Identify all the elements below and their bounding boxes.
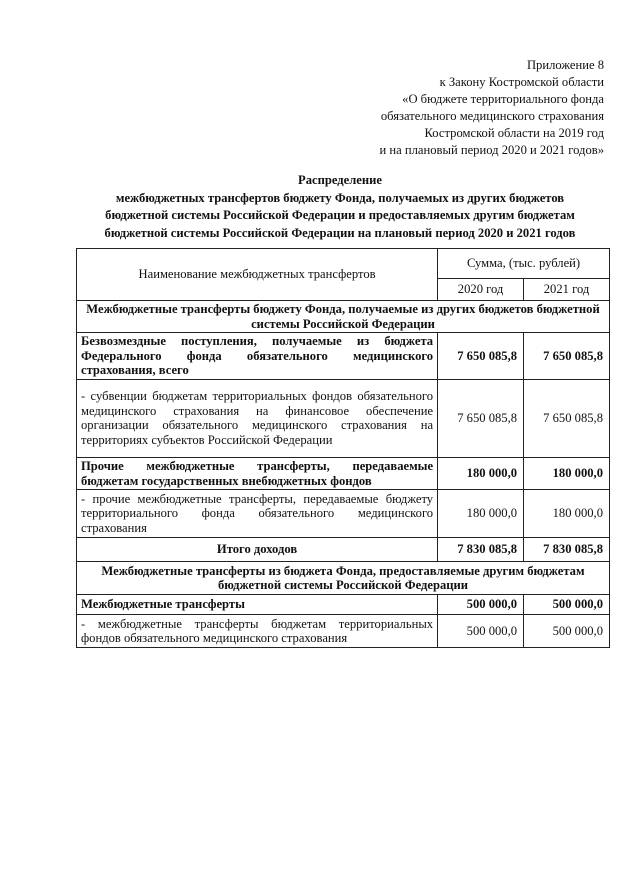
section-outgoing-title: Межбюджетные трансферты из бюджета Фонда, предоставляемые другим бюджетам бюджетной системы Российской Федерации xyxy=(77,562,610,595)
row-value-2021: 180 000,0 xyxy=(524,490,610,538)
appendix-line: и на плановый период 2020 и 2021 годов» xyxy=(379,143,604,157)
row-value-2021: 7 650 085,8 xyxy=(524,333,610,380)
row-value-2020: 180 000,0 xyxy=(438,490,524,538)
row-name: - межбюджетные трансферты бюджетам территориальных фондов обязательного медицинского страхования xyxy=(77,615,438,648)
appendix-line: «О бюджете территориального фонда xyxy=(402,92,604,106)
row-value-2020: 7 650 085,8 xyxy=(438,333,524,380)
total-value-2020: 7 830 085,8 xyxy=(438,538,524,562)
document-title xyxy=(60,172,620,242)
table-row xyxy=(77,379,610,457)
table-row xyxy=(77,595,610,615)
title-line: бюджетной системы Российской Федерации на плановый период 2020 и 2021 годов xyxy=(104,225,576,240)
appendix-line: к Закону Костромской области xyxy=(439,75,604,89)
table-row xyxy=(77,490,610,538)
appendix-line: обязательного медицинского страхования xyxy=(380,109,604,123)
section-incoming-title: Межбюджетные трансферты бюджету Фонда, получаемые из других бюджетов бюджетной системы Российской Федерации xyxy=(77,301,610,333)
row-value-2021: 7 650 085,8 xyxy=(524,379,610,457)
appendix-line: Костромской области на 2019 год xyxy=(424,126,604,140)
row-name: Межбюджетные трансферты xyxy=(77,595,438,615)
row-value-2020: 7 650 085,8 xyxy=(438,379,524,457)
row-name: - прочие межбюджетные трансферты, передаваемые бюджету территориального фонда обязательного медицинского страхования xyxy=(77,490,438,538)
header-sum-cell: Сумма, (тыс. рублей) xyxy=(438,249,610,279)
title-line: бюджетной системы Российской Федерации и предоставляемых другим бюджетам xyxy=(105,208,575,222)
header-year-2021: 2021 год xyxy=(524,279,610,301)
header-year-2020: 2020 год xyxy=(438,279,524,301)
row-value-2020: 500 000,0 xyxy=(438,615,524,648)
table-row xyxy=(77,457,610,489)
row-value-2021: 180 000,0 xyxy=(524,457,610,489)
row-name: - субвенции бюджетам территориальных фондов обязательного медицинского страхования на финансовое обеспечение организации обязательного медицинского страхования на территориях субъектов Российской Федерации xyxy=(77,379,438,457)
row-value-2021: 500 000,0 xyxy=(524,615,610,648)
row-name: Прочие межбюджетные трансферты, передаваемые бюджетам государственных внебюджетных фондов xyxy=(77,457,438,489)
transfers-table xyxy=(76,248,610,648)
table-row xyxy=(77,333,610,380)
appendix-line: Приложение 8 xyxy=(526,58,604,72)
row-value-2020: 180 000,0 xyxy=(438,457,524,489)
row-value-2020: 500 000,0 xyxy=(438,595,524,615)
total-value-2021: 7 830 085,8 xyxy=(524,538,610,562)
appendix-block xyxy=(380,57,604,159)
row-name: Безвозмездные поступления, получаемые из бюджета Федерального фонда обязательного медицинского страхования, всего xyxy=(77,333,438,380)
header-name-cell: Наименование межбюджетных трансфертов xyxy=(77,249,438,301)
table-row xyxy=(77,615,610,648)
total-row xyxy=(77,538,610,562)
title-line: межбюджетных трансфертов бюджету Фонда, получаемых из других бюджетов xyxy=(115,190,565,205)
total-name: Итого доходов xyxy=(77,538,438,562)
row-value-2021: 500 000,0 xyxy=(524,595,610,615)
title-line: Распределение xyxy=(298,173,382,187)
